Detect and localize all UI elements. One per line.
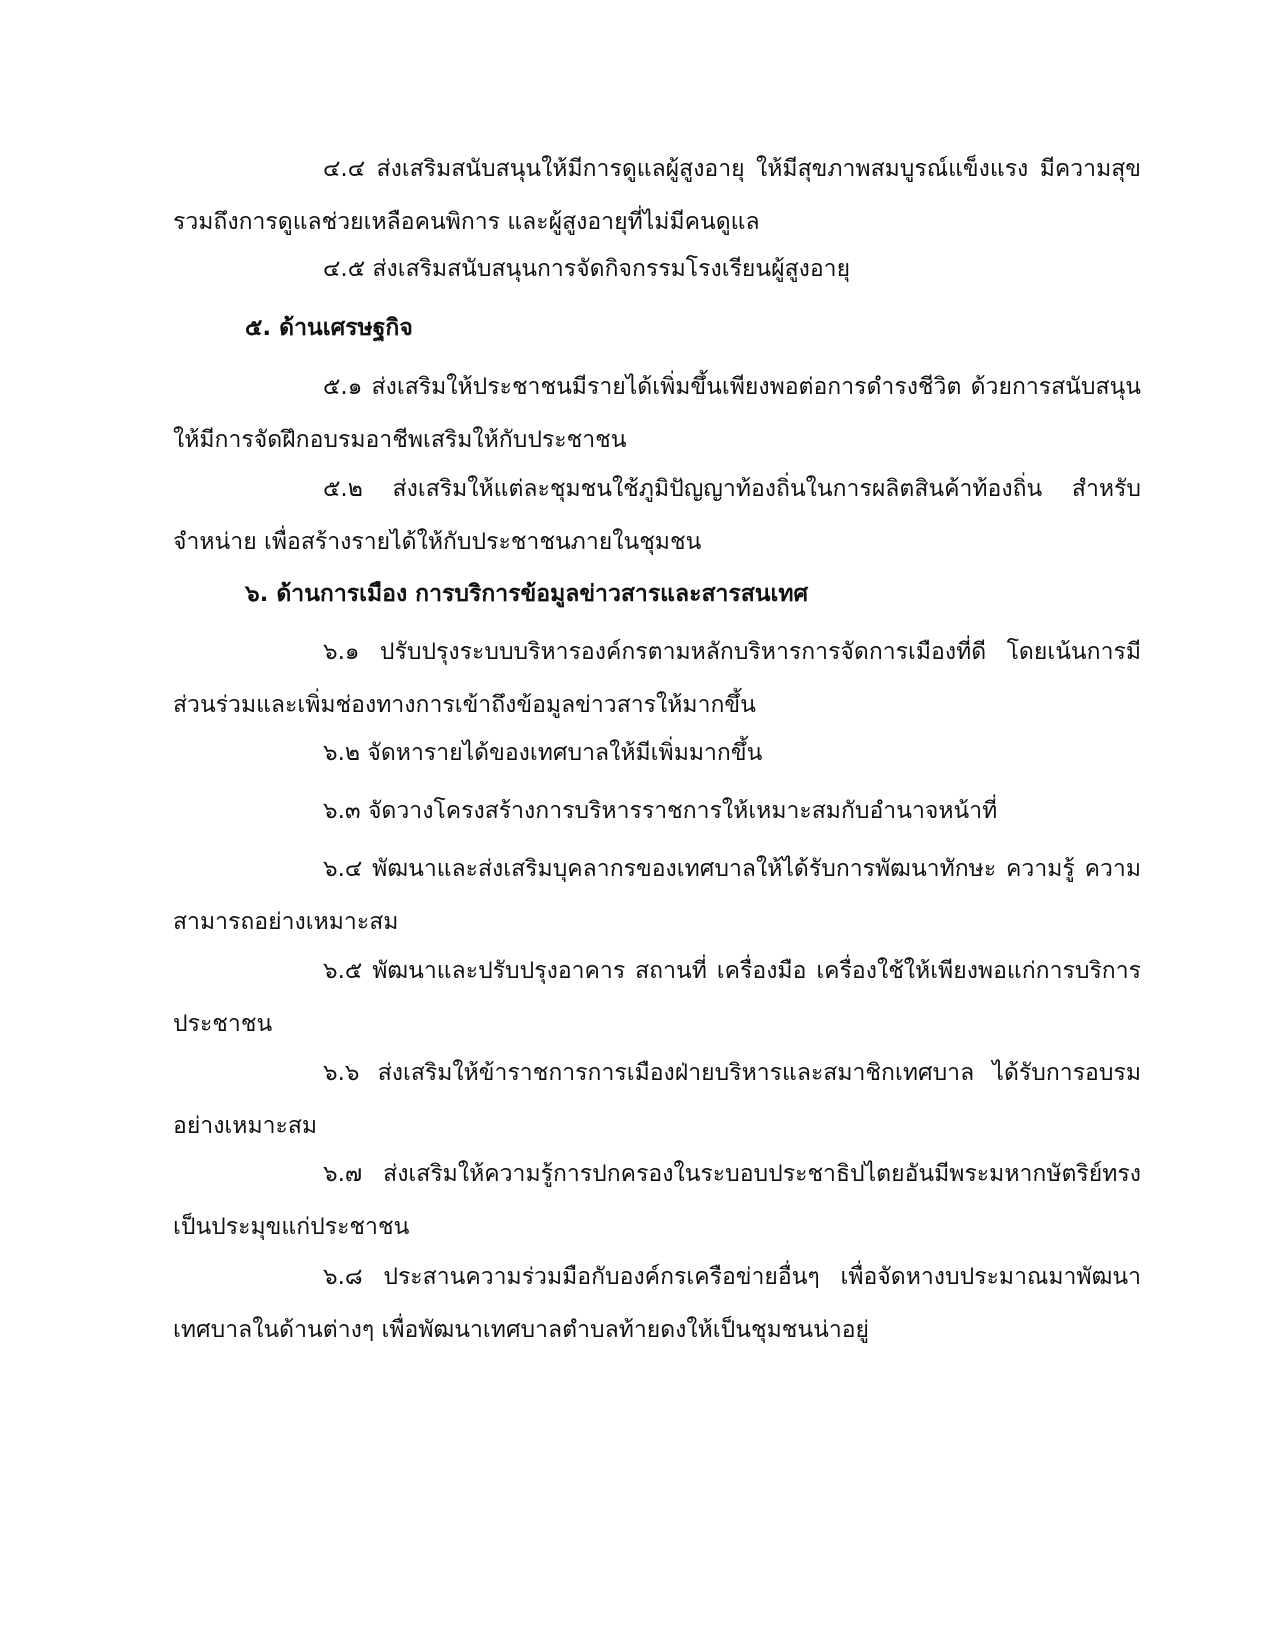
paragraph-4-4: ๔.๔ ส่งเสริมสนับสนุนให้มีการดูแลผู้สูงอายุ ให้มีสุขภาพสมบูรณ์แข็งแรง มีความสุข รวมถึงการดูแลช่วยเหลือคนพิการ และผู้สูงอายุที่ไม่มีคนดูแล bbox=[173, 156, 1141, 235]
paragraph-6-1: ๖.๑ ปรับปรุงระบบบริหารองค์กรตามหลักบริหารการจัดการเมืองที่ดี โดยเน้นการมี ส่วนร่วมและเพิ่มช่องทางการเข้าถึงข้อมูลข่าวสารให้มากขึ้น bbox=[173, 639, 1141, 718]
paragraph-6-7: ๖.๗ ส่งเสริมให้ความรู้การปกครองในระบอบประชาธิปไตยอันมีพระมหากษัตริย์ทรง เป็นประมุขแก่ประชาชน bbox=[173, 1161, 1141, 1240]
paragraph-4-5: ๔.๕ ส่งเสริมสนับสนุนการจัดกิจกรรมโรงเรียนผู้สูงอายุ bbox=[323, 256, 851, 282]
paragraph-5-1: ๕.๑ ส่งเสริมให้ประชาชนมีรายได้เพิ่มขึ้นเพียงพอต่อการดำรงชีวิต ด้วยการสนับสนุน ให้มีการจัดฝึกอบรมอาชีพเสริมให้กับประชาชน bbox=[173, 374, 1141, 453]
paragraph-6-6: ๖.๖ ส่งเสริมให้ข้าราชการการเมืองฝ่ายบริหารและสมาชิกเทศบาล ได้รับการอบรม อย่างเหมาะสม bbox=[173, 1060, 1141, 1139]
paragraph-6-5: ๖.๕ พัฒนาและปรับปรุงอาคาร สถานที่ เครื่องมือ เครื่องใช้ให้เพียงพอแก่การบริการ ประชาชน bbox=[173, 958, 1141, 1037]
section-heading-5: ๕. ด้านเศรษฐกิจ bbox=[245, 315, 413, 341]
paragraph-5-2: ๕.๒ ส่งเสริมให้แต่ละชุมชนใช้ภูมิปัญญาท้องถิ่นในการผลิตสินค้าท้องถิ่น สำหรับ จำหน่าย เพื่อสร้างรายได้ให้กับประชาชนภายในชุมชน bbox=[173, 476, 1141, 555]
paragraph-6-4: ๖.๔ พัฒนาและส่งเสริมบุคลากรของเทศบาลให้ได้รับการพัฒนาทักษะ ความรู้ ความสามารถอย่างเหมาะสม bbox=[173, 856, 1141, 935]
paragraph-6-3: ๖.๓ จัดวางโครงสร้างการบริหารราชการให้เหมาะสมกับอำนาจหน้าที่ bbox=[323, 798, 998, 824]
paragraph-6-8: ๖.๘ ประสานความร่วมมือกับองค์กรเครือข่ายอื่นๆ เพื่อจัดหางบประมาณมาพัฒนา เทศบาลในด้านต่างๆ เพื่อพัฒนาเทศบาลตำบลท้ายดงให้เป็นชุมชนน่าอยู่ bbox=[173, 1264, 1141, 1343]
section-heading-6: ๖. ด้านการเมือง การบริการข้อมูลข่าวสารและสารสนเทศ bbox=[245, 581, 809, 607]
paragraph-6-2: ๖.๒ จัดหารายได้ของเทศบาลให้มีเพิ่มมากขึ้น bbox=[323, 740, 763, 766]
